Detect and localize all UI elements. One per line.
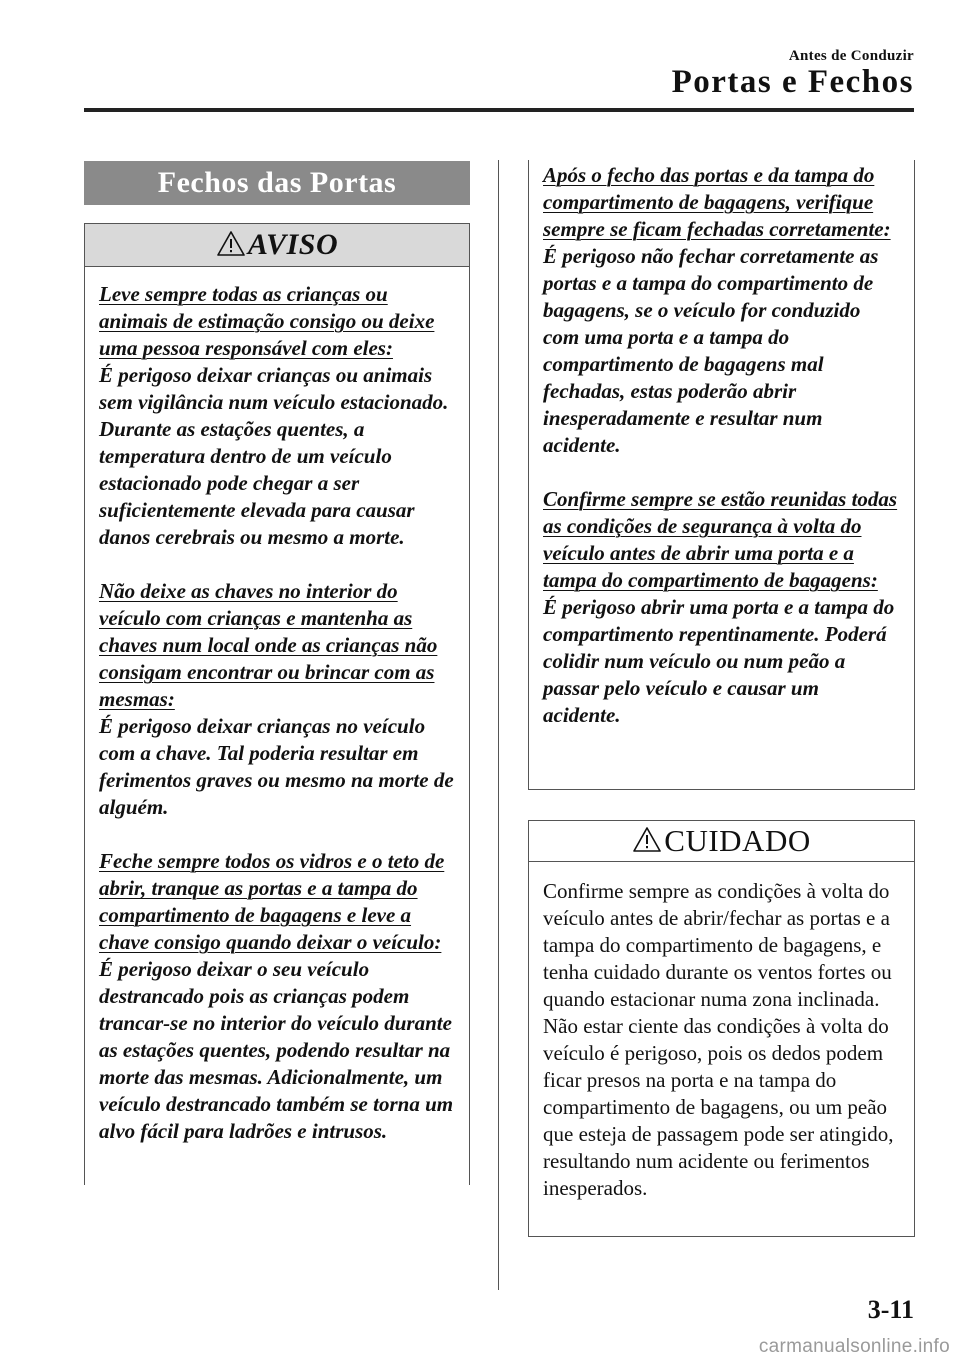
warning-text: É perigoso abrir uma porta e a tampa do compartimento repentinamente. Poderá colidir num veículo ou num peão a passar pelo veículo e causar um acidente. [543,595,895,727]
warning-triangle-icon [632,826,662,853]
caution-body [529,862,914,1202]
caution-box [528,820,915,1237]
warning-text: É perigoso deixar crianças no veículo com a chave. Tal poderia resultar em ferimentos graves ou mesmo na morte de alguém. [99,714,454,819]
warning-item [99,848,455,1145]
caution-text: Confirme sempre as condições à volta do veículo antes de abrir/fechar as portas e a tampa do compartimento de bagagens, e tenha cuidado durante os ventos fortes ou quando estacionar numa zona inclinada. Não estar ciente das condições à volta do veículo é perigoso, pois os dedos podem ficar presos na porta e na tampa do compartimento de bagagens, ou um peão que esteja de passagem pode ser atingido, resultando num acidente ou ferimentos inesperados. [543,879,894,1200]
warning-heading: Feche sempre todos os vidros e o teto de abrir, tranque as portas e a tampa do compartimento de bagagens e leve a chave consigo quando deixar o veículo: [99,849,445,954]
warning-body-left [85,267,469,1145]
warning-text: É perigoso deixar crianças ou animais sem vigilância num veículo estacionado. Durante as estações quentes, a temperatura dentro de um veículo estacionado pode chegar a ser suficientemente elevada para causar danos cerebrais ou mesmo a morte. [99,363,449,549]
section-title: Fechos das Portas [84,161,470,205]
warning-label: AVISO [247,228,339,261]
watermark: carmanualsonline.info [758,1336,950,1357]
warning-heading: Não deixe as chaves no interior do veículo com crianças e mantenha as chaves num local onde as crianças não consigam encontrar ou brincar com as mesmas: [99,579,438,711]
warning-box-right [528,160,915,790]
warning-item [543,162,900,459]
warning-box-header [85,224,469,267]
warning-triangle-icon [216,230,246,257]
page-number: 3-11 [867,1295,914,1324]
page-title: Portas e Fechos [671,64,914,100]
warning-text: É perigoso deixar o seu veículo destrancado pois as crianças podem trancar-se no interior do veículo durante as estações quentes, podendo resultar na morte das mesmas. Adicionalmente, um veículo destrancado também se torna um alvo fácil para ladrões e intrusos. [99,957,454,1143]
warning-body-right [529,160,914,729]
warning-box-left [84,223,470,1185]
warning-text: É perigoso não fechar corretamente as portas e a tampa do compartimento de bagagens, se o veículo for conduzido com uma porta e a tampa do compartimento de bagagens mal fechadas, estas poderão abrir inesperadamente e resultar num acidente. [543,244,879,457]
caution-box-header [529,821,914,862]
warning-heading: Confirme sempre se estão reunidas todas as condições de segurança à volta do veículo antes de abrir uma porta e a tampa do compartimento de bagagens: [543,487,898,592]
warning-heading: Leve sempre todas as crianças ou animais de estimação consigo ou deixe uma pessoa responsável com eles: [99,282,435,360]
warning-item [99,281,455,551]
warning-item [543,486,900,729]
warning-item [99,578,455,821]
caution-label: CUIDADO [664,823,811,858]
warning-heading: Após o fecho das portas e da tampa do compartimento de bagagens, verifique sempre se ficam fechadas corretamente: [543,163,891,241]
column-divider [498,160,499,1290]
header-rule [84,108,914,112]
chapter-label: Antes de Conduzir [788,48,914,64]
